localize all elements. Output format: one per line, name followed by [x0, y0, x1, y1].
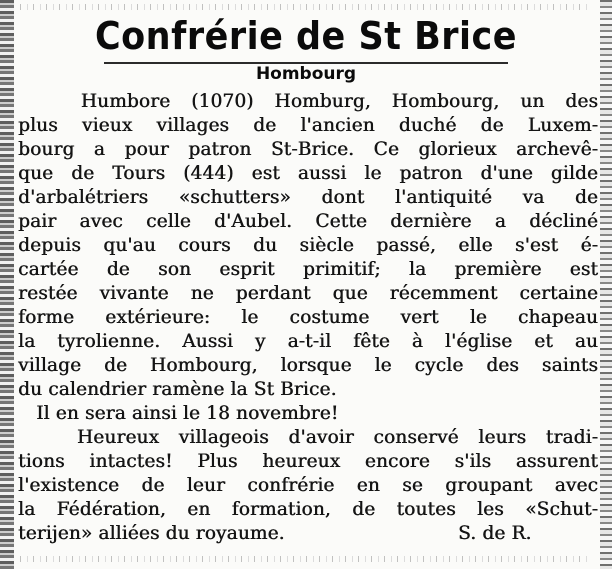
- text-line-18: la Fédération, en formation, de toutes les «Schut-: [18, 499, 598, 520]
- text-line-16: tions intactes! Plus heureux encore s'ils assurent: [18, 451, 598, 472]
- text-line-11: la tyrolienne. Aussi y a-t-il fête à l'église et au: [18, 331, 598, 352]
- scan-noise-bottom: [20, 556, 592, 562]
- text-line-2: plus vieux villages de l'ancien duché de Luxem-: [18, 115, 598, 136]
- text-line-19: terijen» alliées du royaume.: [18, 523, 285, 544]
- text-line-14: Il en sera ainsi le 18 novembre!: [18, 403, 339, 424]
- text-line-7: depuis qu'au cours du siècle passé, elle s'est é-: [18, 235, 598, 256]
- text-line-8: cartée de son esprit primitif; la première est: [18, 259, 598, 280]
- text-line-4: que de Tours (444) est aussi le patron d'une gilde: [18, 163, 598, 184]
- scan-noise-top: [20, 4, 592, 10]
- text-line-9: restée vivante ne perdant que récemment certaine: [18, 283, 598, 304]
- text-line-17: l'existence de leur confrérie en se groupant avec: [18, 475, 598, 496]
- text-line-13: du calendrier ramène la St Brice.: [18, 379, 337, 400]
- text-line-15: Heureux villageois d'avoir conservé leurs tradi-: [18, 427, 598, 448]
- text-line-6: pair avec celle d'Aubel. Cette dernière a décliné: [18, 211, 598, 232]
- text-line-10: forme extérieure: le costume vert le chapeau: [18, 307, 598, 328]
- text-line-5: d'arbalétriers «schutters» dont l'antiquité va de: [18, 187, 598, 208]
- article-title: Confrérie de St Brice: [94, 14, 518, 59]
- text-line-3: bourg a pour patron St-Brice. Ce glorieux archevê-: [18, 139, 598, 160]
- article-signature: S. de R.: [458, 523, 532, 544]
- text-line-12: village de Hombourg, lorsque le cycle des saints: [18, 355, 598, 376]
- text-line-1: Humbore (1070) Homburg, Hombourg, un des: [18, 91, 598, 112]
- article-subtitle: Hombourg: [255, 64, 357, 84]
